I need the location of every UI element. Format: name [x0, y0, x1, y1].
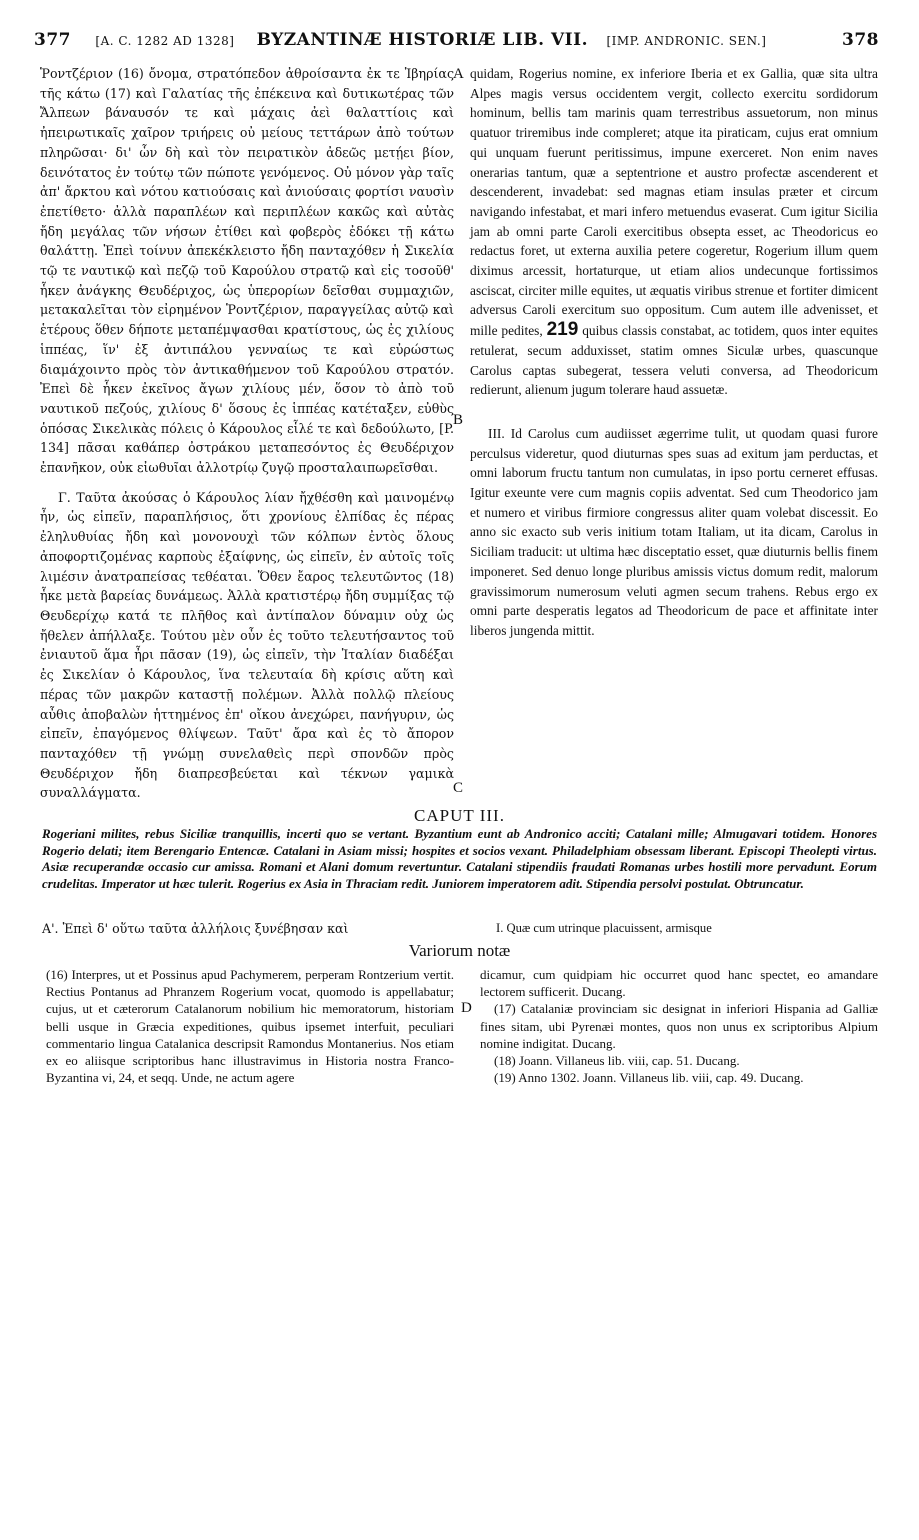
note-17: (17) Catalaniæ provinciam sic designat in inferiori Hispania ad Galliæ fines sitam, ubi Pyrenæi montes, quos non unus ex scriptoribus Alpium nomine indigitat. Ducang. — [480, 1001, 878, 1051]
margin-letter-c: C — [453, 780, 464, 796]
note-18: (18) Joann. Villaneus lib. viii, cap. 51. Ducang. — [494, 1053, 740, 1069]
greek-column — [40, 64, 454, 803]
note-16: (16) Interpres, ut et Possinus apud Pachymerem, perperam Rontzerium vertit. Rectius Pontanus ad Phranzem Rogerium vocat, quomodo is appellabatur; cujus, ut et cæterorum Catalanorum nobilium hic memoratorum, historiam belli usque in Græcia expeditiones, quibus ipsemet interfuit, peculiari commentario lingua Catalanica descripsit Ramondus Montanerius. Nos etiam ex eo aliisque scriptoribus hanc illustravimus in Historia nostra Franco-Byzantina vi, 24, et seqq. Unde, ne actum agere — [46, 967, 454, 1086]
notes-heading: Variorum notæ — [408, 941, 511, 960]
notes-right — [480, 966, 878, 1086]
greek-chapter-opening: Α'. Ἐπεὶ δ' οὕτω ταῦτα ἀλλήλοις ξυνέβησαν καὶ — [42, 921, 349, 936]
margin-letter-b: B — [453, 412, 464, 428]
note-16-continued: dicamur, cum quidpiam hic occurret quod hanc spectet, eo amandare lectorem sufficerit. Ducang. — [480, 967, 878, 1000]
column-number: 219 — [546, 319, 579, 341]
chapter-heading: CAPUT III. — [414, 806, 505, 825]
header-ruler: [IMP. ANDRONIC. SEN.] — [606, 34, 767, 48]
latin-column — [470, 64, 878, 641]
greek-paragraph-2: Γ. Ταῦτα ἀκούσας ὁ Κάρουλος λίαν ἤχθέσθη καὶ μαινομένῳ ἦν, ὡς εἰπεῖν, παραπλήσιος, ὅτι χρονίους ἐλπίδας ἐς πέρας ἐληλυθυίας ἤδη καὶ μονονουχὶ τῶν κόλπων ἐντὸς ὅλους ἀποφορτιζομένας καρποὺς ἐξαίφνης, ὡς εἰπεῖν, ἐν αὐτοῖς τοῖς λιμέσιν ἀνατραπείσας τεθέαται. Ὅθεν ἔαρος τελευτῶντος (18) ἧκε μετὰ βαρείας δυνάμεως. Ἀλλὰ κρατιστέρῳ ἤδη συμμίξας τῷ Θευδερίχῳ κατά τε πλῆθος καὶ ἀντίπαλον δύναμιν οὐχ ὡς ἤθελεν ἀπήλλαξε. Τούτου μὲν οὖν ἐς τοῦτο τελευτήσαντος τοῦ ἐνιαυτοῦ ἅμα ἦρι πᾶσαν (19), ὡς εἰπεῖν, τὴν Ἰταλίαν διαδέξαι ἐς Σικελίαν ὁ Κάρουλος, ἵνα τελευταία δὴ κρίσις αὕτη καὶ πέρας τῶν μακρῶν καταστῇ πολέμων. Ἀλλὰ πολλῷ πλείους αὖθις ἀποβαλὼν ἡττημένος ἐπ' οἴκου ἀνεχώρει, πανήγυριν, ὡς εἰπεῖν, ἐπαγόμενος θλίψεων. Ταῦτ' ἄρα καὶ ἐς τὸ ἄπορον πανταχόθεν τῇ γνώμῃ συνελαθεὶς περὶ σπονδῶν πρὸς Θευδέριχον ἤδη διαπρεσβεύεται καὶ τέκνων γαμικὰ συναλλάγματα. — [40, 489, 454, 801]
margin-letter-d: D — [461, 1000, 472, 1016]
page-number-left: 377 — [34, 30, 71, 50]
latin-paragraph-1: quidam, Rogerius nomine, ex inferiore Iberia et ex Gallia, quæ sita ultra Alpes magis versus occidentem vergit, collecto exercitu sordidorum hominum, bellis tam marinis quam terrestribus assuetorum, non minus quatuor triremibus inde compleret; atque ita piraticam, cujus erat omnium qui unquam fuerunt peritissimus, impune exerceret. Non enim naves onerarias tantum, quæ a septentrione et austro profectæ ascenderent et descenderent, invadebat: sed magnas etiam insulas præter et circum navigando infestabat, et mari infero metuendus evaserat. Cum igitur Sicilia jam ab omni parte Caroli exercitibus obsepta esset, ac Theodoricus eo redactus foret, ut externa auxilia petere cogeretur, Rogerium illum quem diximus arcessit, hortaturque, ut etiam alios undecunque fortissimos asciscat, circiter mille equites, ut æquatis viribus strenue et fortiter dimicent adversus Caroli exercitum suo oppositum. Cum autem ille advenisset, et mille pedites, 219 quibus classis constabat, ac totidem, quos inter equites retulerat, secum adduxisset, statim omnes Siculæ urbes, quascunque Carolus captas subegerat, tessera veluti conversa, ad Theodoricum redierunt, alienum jugum tolerare haud assuetæ. — [470, 66, 878, 398]
note-19: (19) Anno 1302. Joann. Villaneus lib. viii, cap. 49. Ducang. — [494, 1070, 804, 1086]
running-title: BYZANTINÆ HISTORIÆ LIB. VII. [IMP. ANDRONIC. SEN.] — [256, 30, 767, 50]
notes-left — [46, 966, 454, 1086]
latin-chapter-opening: I. Quæ cum utrinque placuissent, armisque — [496, 921, 712, 935]
header-dates: [A. C. 1282 AD 1328] — [95, 34, 235, 48]
running-header — [34, 30, 879, 58]
latin-paragraph-2: III. Id Carolus cum audiisset ægerrime tulit, ut quodam quasi furore perculsus videretur, quod diuturnas spes suas ad exitum jam perductas, et omni laborum fructu tantum non cumulatas, in ipso portu cerneret effusas. Igitur exeunte vere cum magnis copiis adventat. Sed cum Theodorico jam et numero et viribus firmiore congressus aliter quam volebat discessit. Eo anno sic exacto sub veris initium totam Italiam, ut ita dicam, Carolus in Siciliam traducit: ut ultima hæc disceptatio esset, quæ diuturnis bellis finem imponeret. Sed denuo longe pluribus amissis victus domum redit, malorum gravissimorum numerosum veluti agmen secum trahens. Rebus ergo ex omni parte desperatis legatos ad Theodoricum de pace et affinitate inter liberos jungenda mittit. — [470, 425, 878, 638]
page-number-right: 378 — [842, 30, 879, 50]
greek-paragraph-1: Ῥοντζέριον (16) ὄνομα, στρατόπεδον ἀθροίσαντα ἐκ τε Ἰβηρίας τῆς κάτω (17) καὶ Γαλατίας τῆς ἐπέκεινα καὶ δυτικωτέρας τῶν Ἄλπεων βάναυσόν τε καὶ μάχαις ἀεὶ θαλαττίοις καὶ ἠπειρωτικαῖς χαῖρον τριήρεις οὐ μείους τεττάρων ἀπὸ τούτων πληρῶσαι· δι' ὧν δὴ καὶ τὸν πειρατικὸν ἀδεῶς μετῄει βίον, δεινότατος ἐν τούτῳ τῶν πώποτε γενόμενος. Οὐ μόνον γὰρ ταῖς ἀπ' ἄρκτου καὶ νότου κατιούσαις καὶ ἀνιούσαις φορτίσι ναυσὶν ἐπετίθετο· ἀλλὰ παραπλέων καὶ περιπλέων κακῶς καὶ αὐτὰς ἤδη μεγάλας τῶν νήσων ἐτίθει καὶ φοβερὸς ἐδόκει τῇ κάτω θαλάττῃ. Ἐπεὶ τοίνυν ἀπεκέκλειστο ἤδη πανταχόθεν ἡ Σικελία τῷ τε ναυτικῷ καὶ πεζῷ τοῦ Καρούλου στρατῷ καὶ εἰς τοσοῦθ' ἧκεν ἀνάγκης Θευδέριχος, ὡς ὑπερορίων δεῖσθαι συμμαχιῶν, μετακαλεῖται τὸν εἰρημένον Ῥοντζέριον, παραγγείλας αὐτῷ καὶ ἑτέρους ὅθεν δήποτε μεταπέμψασθαι κρατίστους, ὡς ἐς χιλίους ἱππέας, ἵν' ἐξ ἀντιπάλου γενναίως τε καὶ εὐρώστως διαμάχοιντο πρὸς τὸν ἀντικαθήμενον τοῦ Καρούλου στρατόν. Ἐπεὶ δὲ ἧκεν ἐκεῖνος ἄγων χιλίους μέν, ὅσον τὸ ἀπὸ τοῦ ναυτικοῦ πεζούς, χιλίους δ' ὅσους ἐς ἱππέας κατέταξεν, εὐθὺς ὁπόσας Σικελικὰς πόλεις ὁ Κάρουλος εἷλέ τε καὶ δεδούλωτο, [P. 134] πᾶσαι καθάπερ ὀστράκου μεταπεσόντος ἐς Θευδέριχον ἐπανῆκον, οὐκ εἰωθυῖαι ἀλλοτρίῳ ζυγῷ προσταλαιπωρεῖσθαι. — [40, 66, 454, 476]
chapter-summary: Rogeriani milites, rebus Siciliæ tranquillis, incerti quo se vertant. Byzantium eunt ab Andronico acciti; Catalani mille; Almugavari totidem. Honores Rogerio delati; item Berengario Entencæ. Catalani in Asiam missi; hospites et socios vexant. Philadelphiam obsessam liberant. Episcopi Theolepti virtus. Asiæ recuperandæ occasio cur amissa. Romani et Alani domum revertuntur. Catalani stipendiis fraudati Romanas urbes hostili more pervadunt. Eorum crudelitas. Imperator ut hæc tulerit. Rogerius ex Asia in Thraciam redit. Juniorem imperatorem adit. Stipendia persolvi postulat. Obtruncatur. — [42, 826, 877, 891]
margin-letter-a: A — [453, 66, 464, 82]
